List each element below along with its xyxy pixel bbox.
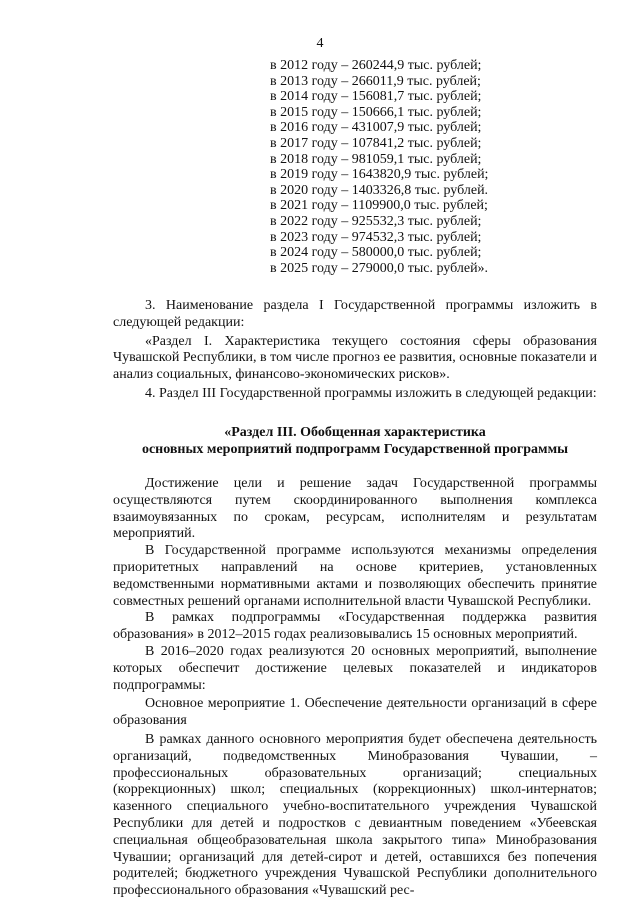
funding-line: в 2022 году – 925532,3 тыс. рублей; xyxy=(270,213,482,229)
funding-line: в 2020 году – 1403326,8 тыс. рублей. xyxy=(270,182,489,198)
body-paragraph: Основное мероприятие 1. Обеспечение деятельности организаций в сфере образования xyxy=(113,696,597,729)
body-paragraph: В 2016–2020 годах реализуются 20 основных мероприятий, выполнение которых обеспечит достижение целевых показателей и индикаторов подпрограммы: xyxy=(113,643,597,693)
funding-line: в 2018 году – 981059,1 тыс. рублей; xyxy=(270,151,482,167)
amendment-paragraph: 3. Наименование раздела I Государственной программы изложить в следующей редакции: xyxy=(113,298,597,330)
funding-line: в 2024 году – 580000,0 тыс. рублей; xyxy=(270,245,482,261)
body-paragraph: В рамках подпрограммы «Государственная поддержка развития образования» в 2012–2015 годах реализовывались 15 основных мероприятий. xyxy=(113,610,597,643)
funding-line: в 2019 году – 1643820,9 тыс. рублей; xyxy=(270,167,489,183)
section-body xyxy=(113,476,597,900)
funding-line: в 2017 году – 107841,2 тыс. рублей; xyxy=(270,135,482,151)
funding-list xyxy=(270,58,488,276)
section-title xyxy=(113,424,597,458)
section-title-line: «Раздел III. Обобщенная характеристика xyxy=(224,425,486,440)
amendment-paragraph: 4. Раздел III Государственной программы изложить в следующей редакции: xyxy=(145,385,597,401)
amendments-block xyxy=(113,298,597,403)
funding-line: в 2013 году – 266011,9 тыс. рублей; xyxy=(270,73,481,89)
page-number: 4 xyxy=(316,36,324,51)
body-paragraph: В рамках данного основного мероприятия будет обеспечена деятельность организаций, подведомственных Минобразования Чувашии, – профессиональных образовательных организаций; специальных (коррекционных) школ; специальных (коррекционных) школ-интернатов; казенного специального учебно-воспитательного учреждения Чувашской Республики для детей и подростков с девиантным поведением «Убеевская специальная общеобразовательная школа закрытого типа» Минобразования Чувашии; организаций для детей-сирот и детей, оставшихся без попечения родителей; бюджетного учреждения Чувашской Республики дополнительного профессионального образования «Чувашский рес- xyxy=(113,731,597,899)
funding-line: в 2023 году – 974532,3 тыс. рублей; xyxy=(270,229,482,245)
funding-line: в 2025 году – 279000,0 тыс. рублей». xyxy=(270,260,489,276)
funding-line: в 2012 году – 260244,9 тыс. рублей; xyxy=(270,58,482,73)
funding-line: в 2021 году – 1109900,0 тыс. рублей; xyxy=(270,198,488,214)
section-title-line: основных мероприятий подпрограмм Государственной программы xyxy=(141,442,569,457)
amendment-paragraph: «Раздел I. Характеристика текущего состояния сферы образования Чувашской Республики, в том числе прогноз ее развития, основные показатели и анализ социальных, финансово-экономических рисков». xyxy=(113,333,597,383)
body-paragraph: В Государственной программе используются механизмы определения приоритетных направлений на основе критериев, установленных ведомственными нормативными актами и позволяющих обеспечить принятие совместных решений органами исполнительной власти Чувашской Республики. xyxy=(113,543,597,609)
body-paragraph: Достижение цели и решение задач Государственной программы осуществляются путем скоординированного выполнения комплекса взаимоувязанных по срокам, ресурсам, исполнителям и результатам мероприятий. xyxy=(113,476,597,542)
funding-line: в 2016 году – 431007,9 тыс. рублей; xyxy=(270,120,482,136)
funding-line: в 2015 году – 150666,1 тыс. рублей; xyxy=(270,104,482,120)
funding-line: в 2014 году – 156081,7 тыс. рублей; xyxy=(270,89,482,105)
